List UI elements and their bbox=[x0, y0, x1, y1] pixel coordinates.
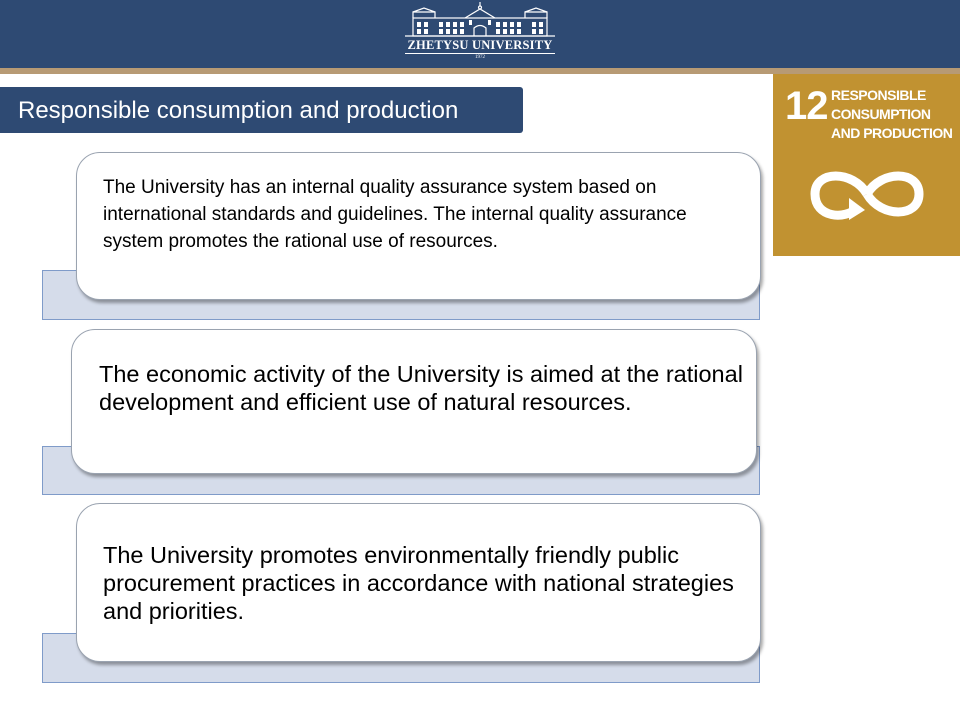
card-text: The University promotes environmentally friendly public procurement practices in accordance with national strategies and priorities. bbox=[103, 542, 734, 624]
university-building-icon bbox=[405, 2, 555, 38]
card-text: The University has an internal quality assurance system based on international standards and guidelines. The internal quality assurance system promotes the rational use of resources. bbox=[103, 177, 687, 252]
slide-title-bar bbox=[0, 87, 523, 133]
sdg-label-line: RESPONSIBLE bbox=[831, 87, 926, 103]
info-card-public-procurement bbox=[76, 503, 761, 662]
university-founding-year: 1972 bbox=[475, 55, 485, 60]
card-text: The economic activity of the University is aimed at the rational development and efficient use of natural resources. bbox=[99, 361, 743, 415]
university-logo bbox=[398, 2, 562, 66]
sdg-label-line: CONSUMPTION bbox=[831, 106, 931, 122]
sdg-label-line: AND PRODUCTION bbox=[831, 125, 953, 141]
sdg-number: 12 bbox=[785, 84, 828, 128]
infinity-loop-icon bbox=[805, 158, 929, 230]
info-card-quality-assurance bbox=[76, 152, 761, 300]
sdg-label bbox=[831, 86, 956, 143]
slide-title: Responsible consumption and production bbox=[18, 97, 459, 124]
info-card-economic-activity bbox=[71, 329, 757, 474]
sdg-12-badge bbox=[773, 74, 960, 256]
university-name: ZHETYSU UNIVERSITY bbox=[407, 38, 553, 52]
